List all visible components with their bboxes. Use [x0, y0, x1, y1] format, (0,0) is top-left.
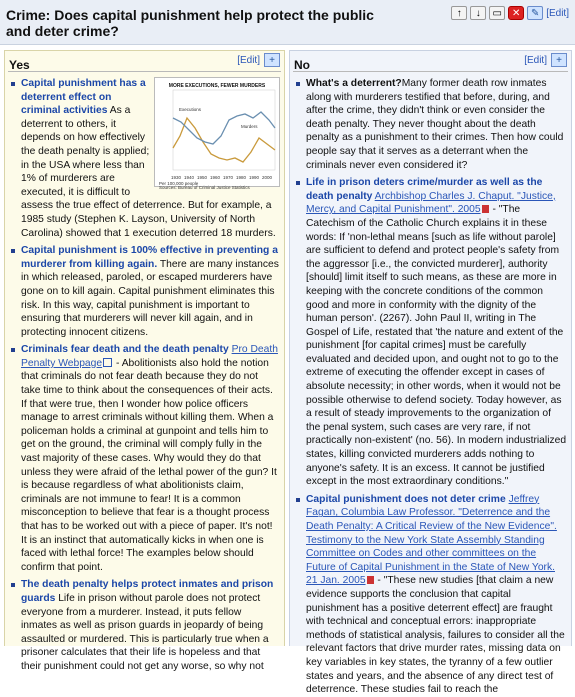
argument-text: - "These new studies [that claim a new evidence supports the conclusion that capital punishment has a positive deterrent effect] are fraught with technical and conceptual errors: inappropriate methods of statistical analysis, failures to consider all the relevant factors that drive murder rates, missing data on key variables in key states, the tyranny of a few outlier states and years, and the absence of any direct test of deterrence. These studies fail to reach the	[306, 575, 565, 696]
edit-page-link[interactable]: [Edit]	[546, 7, 569, 19]
page-title: Crime: Does capital punishment help protect the public and deter crime?	[6, 7, 374, 39]
source-link[interactable]: Jeffrey Fagan, Columbia Law Professor. "Deterrence and the Death Penalty: A Critical Review of the New Evidence". Testimony to the New York State Assembly Standing Committee on Codes and other committees on the Future of Capital Punishment in the State of New York. 21 Jan. 2005	[306, 493, 557, 587]
tick-label: 1950	[197, 175, 208, 180]
argument-claim[interactable]: Life in prison deters crime/murder as well as the death penalty	[306, 177, 543, 202]
chart-source-note: Sources: Bureau of Criminal Justice Statistics	[159, 185, 250, 190]
argument-claim[interactable]: Capital punishment does not deter crime	[306, 493, 506, 505]
argument-claim[interactable]: Capital punishment is 100% effective in preventing a murderer from killing again.	[21, 245, 278, 270]
tick-label: 1990	[249, 175, 260, 180]
divider	[293, 71, 568, 72]
page-header	[0, 0, 575, 45]
tick-label: 1930	[171, 175, 182, 180]
yes-column-header	[5, 51, 284, 73]
argument-claim[interactable]: What's a deterrent?	[306, 78, 402, 89]
deterrence-chart-image	[154, 77, 280, 190]
list-item	[306, 176, 567, 489]
list-item	[306, 493, 567, 697]
add-argument-icon[interactable]: +	[264, 53, 280, 67]
divider	[8, 71, 281, 72]
argument-text: Life in prison without parole does not protect everyone from a murderer. Instead, it puts fellow inmates as well as prison guards in jeopardy of being assaulted or murdered. This is particularly true when a prisoner calculates that their life is hopeless and that their punishment could not get any worse, so why not	[21, 592, 269, 672]
toolbar	[451, 6, 569, 20]
argument-claim[interactable]: Criminals fear death and the death penalty	[21, 344, 229, 356]
tick-label: 1980	[236, 175, 247, 180]
tick-label: 2000	[262, 175, 273, 180]
source-link[interactable]: Archbishop Charles J. Chaput. "Justice, Mercy, and Capital Punishment". 2005	[306, 190, 556, 216]
move-up-icon[interactable]: ↑	[451, 6, 467, 20]
tick-label: 1970	[223, 175, 234, 180]
list-item	[306, 77, 567, 172]
no-column-header	[290, 51, 571, 73]
external-link-icon	[103, 358, 112, 367]
tick-label: 1940	[184, 175, 195, 180]
list-item	[21, 343, 280, 574]
argument-text: There are many instances in which released, paroled, or escaped murderers have gone on to kill again. Capital punishment eliminates this risk. In this way, capital punishment is important to ensuring that murderers will never kill again, and in protecting innocent citizens.	[21, 258, 279, 338]
pdf-icon	[482, 205, 489, 213]
yes-label: Yes	[9, 58, 30, 72]
close-icon[interactable]: ✕	[508, 6, 524, 20]
move-down-icon[interactable]: ↓	[470, 6, 486, 20]
tick-label: 1960	[210, 175, 221, 180]
add-argument-icon[interactable]: +	[551, 53, 567, 67]
list-item	[21, 244, 280, 339]
argument-claim[interactable]: Capital punishment has a deterrent effect on criminal activities	[21, 78, 146, 117]
source-link[interactable]: Pro Death Penalty Webpage	[21, 344, 278, 369]
argument-text: - Abolitionists also hold the notion that criminals do not fear death because they do not take time to think about the consequences of their acts. If that were true, then I wonder how police officers manage to arrest criminals without killing them. When a policeman holds a criminal at gunpoint and tells him to get on the ground, the criminal will comply fully in the vast majority of these cases. Why would they do that unless they were afraid of the lethal power of the gun? It is because regardless of what abolitionists claim, criminals are not immune to fear! It is a common misconception to believe that fear is a thought process that has to be worked out with a piece of paper. It's not! It is an instinct that automatically kicks in when one is faced with lethal force! The examples below should confirm that point.	[21, 357, 277, 573]
no-column	[289, 50, 572, 696]
list-item	[21, 77, 280, 240]
pdf-icon	[367, 576, 374, 584]
list-item	[21, 578, 280, 673]
argument-claim[interactable]: The death penalty helps protect inmates and prison guards	[21, 579, 274, 604]
no-label: No	[294, 58, 310, 72]
chart-title: MORE EXECUTIONS, FEWER MURDERS	[168, 83, 266, 89]
argument-text: Many former death row inmates along with murderers testified that before, during, and after the crime, they didn't think or even consider the death penalty. They never thought about the death penalty as a punishment to their crimes. Then how could people say that it serves as a deterrant when the criminals never even considered it?	[306, 78, 564, 171]
argument-text: As a deterrent to others, it depends on how effectively the death penalty is applied; in the USA where less than 1% of murderers are executed, it is difficult to assess the true effect of deterrence. But for example, a 1985 study (Stephen K. Layson, University of North Carolina) showed that 1 execution deterred 18 murders.	[21, 105, 276, 239]
series-a-label: Executions	[179, 107, 202, 112]
series-b-label: Murders	[241, 124, 258, 129]
argument-text: - "The Catechism of the Catholic Church explains it in these words: If 'non-lethal means [such as life without parole] are sufficient to defend and protect people's safety from the aggressor [i.e., the convicted murderer], authority [should] limit itself to such means, as these are more in keeping with the concrete conditions of the common good and more in conformity with the dignity of the human person'. (2267). John Paul II, writing in The Gospel of Life, restated that 'the nature and extent of the punishment [for capital crimes] must be carefully evaluated and decided upon, and ought not to go to the extreme of executing the offender except in cases of absolute necessity; in other words, when it would not be possible otherwise to defend society. Today however, as a result of steady improvements to the organization of the penal system, such cases are very rare, if not practically non-existent' (no. 56). In modern industrialized states, killing convicted murderers adds nothing to anyone's safety. It is an excess. It cannot be justified except in the most extraordinary conditions."	[306, 204, 567, 488]
yes-edit-link[interactable]: [Edit]	[237, 55, 260, 66]
yes-column	[4, 50, 285, 672]
no-edit-link[interactable]: [Edit]	[524, 55, 547, 66]
window-icon[interactable]: ▭	[489, 6, 505, 20]
chart-plot	[155, 78, 279, 186]
comment-icon[interactable]: ✎	[527, 6, 543, 20]
chart-legend: Per 100,000 people	[159, 181, 199, 186]
